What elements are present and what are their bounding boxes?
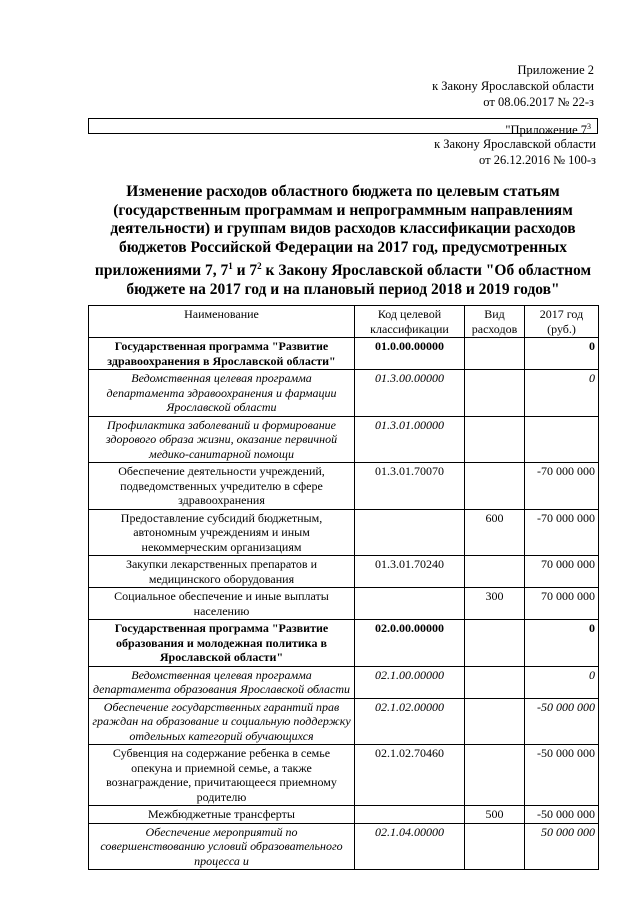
cell-amount: -50 000 000: [525, 745, 599, 806]
title-sup: 2: [257, 261, 262, 271]
annex-line: к Закону Ярославской области: [432, 79, 594, 93]
cell-code: [355, 509, 465, 556]
table-row: [89, 338, 599, 370]
cell-code: 01.3.01.70070: [355, 463, 465, 510]
cell-kind: [465, 745, 525, 806]
title-part: к Закону Ярославской области "Об областном бюджете на 2017 год и на плановый период 2018 и 2019 годов": [126, 262, 592, 298]
table-row: [89, 416, 599, 463]
table-row: [89, 666, 599, 698]
cell-kind: [465, 698, 525, 745]
cell-kind: [465, 823, 525, 870]
cell-amount: 0: [525, 370, 599, 417]
table-row: [89, 745, 599, 806]
cell-name: Обеспечение мероприятий по совершенствованию условий образовательного процесса и: [89, 823, 355, 870]
title-part: Изменение расходов областного бюджета по целевым статьям (государственным программам и непрограммным направлениям деятельности) и группам видов расходов классификации расходов бюджетов Российской Федерации на 2017 год, предусмотренных приложениями 7, 7: [94, 183, 576, 280]
title-sup: 1: [228, 261, 233, 271]
cell-kind: 500: [465, 806, 525, 824]
header-amount: 2017 год (руб.): [525, 306, 599, 338]
cell-name: Межбюджетные трансферты: [89, 806, 355, 824]
cell-amount: -70 000 000: [525, 463, 599, 510]
budget-table: [88, 305, 599, 870]
annex-line: от 26.12.2016 № 100-з: [479, 153, 596, 167]
annex-line: от 08.06.2017 № 22-з: [483, 95, 594, 109]
table-row: [89, 463, 599, 510]
cell-name: Ведомственная целевая программа департамента образования Ярославской области: [89, 666, 355, 698]
cell-amount: 0: [525, 620, 599, 667]
cell-amount: 70 000 000: [525, 556, 599, 588]
cell-code: 02.1.04.00000: [355, 823, 465, 870]
cell-code: 01.3.00.00000: [355, 370, 465, 417]
cell-amount: -50 000 000: [525, 806, 599, 824]
cell-amount: 70 000 000: [525, 588, 599, 620]
table-row: [89, 509, 599, 556]
cell-code: [355, 806, 465, 824]
annex-box-sup: 3: [587, 122, 591, 131]
table-body: [89, 338, 599, 870]
cell-name: Государственная программа "Развитие здравоохранения в Ярославской области": [89, 338, 355, 370]
annex-line: к Закону Ярославской области: [434, 137, 596, 151]
cell-name: Ведомственная целевая программа департамента здравоохранения и фармации Ярославской области: [89, 370, 355, 417]
annex-box: [88, 118, 598, 138]
cell-kind: 600: [465, 509, 525, 556]
cell-kind: [465, 666, 525, 698]
cell-name: Закупки лекарственных препаратов и медицинского оборудования: [89, 556, 355, 588]
cell-kind: [465, 338, 525, 370]
cell-name: Профилактика заболеваний и формирование здорового образа жизни, оказание первичной медико-санитарной помощи: [89, 416, 355, 463]
cell-amount: 0: [525, 338, 599, 370]
title-part: и 7: [232, 262, 258, 280]
cell-kind: [465, 463, 525, 510]
table-row: [89, 370, 599, 417]
table-row: [89, 698, 599, 745]
cell-code: 02.0.00.00000: [355, 620, 465, 667]
cell-amount: 0: [525, 666, 599, 698]
cell-amount: -70 000 000: [525, 509, 599, 556]
table-row: [89, 556, 599, 588]
cell-code: 01.3.01.70240: [355, 556, 465, 588]
annex-box-text: "Приложение 7: [505, 123, 587, 138]
cell-code: [355, 588, 465, 620]
table-row: [89, 806, 599, 824]
table-header-row: [89, 306, 599, 338]
header-kind: Вид расходов: [465, 306, 525, 338]
cell-kind: [465, 620, 525, 667]
annex-reference-sub: [296, 136, 596, 168]
table-row: [89, 620, 599, 667]
cell-name: Обеспечение деятельности учреждений, подведомственных учредителю в сфере здравоохранения: [89, 463, 355, 510]
annex-line: Приложение 2: [517, 63, 594, 77]
cell-amount: 50 000 000: [525, 823, 599, 870]
cell-kind: [465, 416, 525, 463]
cell-kind: 300: [465, 588, 525, 620]
document-title: [88, 183, 598, 299]
cell-name: Субвенция на содержание ребенка в семье опекуна и приемной семье, а также вознаграждение, причитающееся приемному родителю: [89, 745, 355, 806]
cell-code: 02.1.02.00000: [355, 698, 465, 745]
header-name: Наименование: [89, 306, 355, 338]
cell-code: 01.0.00.00000: [355, 338, 465, 370]
cell-name: Государственная программа "Развитие образования и молодежная политика в Ярославской области": [89, 620, 355, 667]
cell-name: Социальное обеспечение и иные выплаты населению: [89, 588, 355, 620]
annex-reference-top: [334, 62, 594, 110]
cell-kind: [465, 370, 525, 417]
table-row: [89, 588, 599, 620]
cell-amount: [525, 416, 599, 463]
cell-code: 02.1.00.00000: [355, 666, 465, 698]
cell-code: 01.3.01.00000: [355, 416, 465, 463]
table-row: [89, 823, 599, 870]
cell-name: Предоставление субсидий бюджетным, автономным учреждениям и иным некоммерческим организациям: [89, 509, 355, 556]
header-code: Код целевой классификации: [355, 306, 465, 338]
cell-name: Обеспечение государственных гарантий прав граждан на образование и социальную поддержку отдельных категорий обучающихся: [89, 698, 355, 745]
cell-amount: -50 000 000: [525, 698, 599, 745]
cell-kind: [465, 556, 525, 588]
cell-code: 02.1.02.70460: [355, 745, 465, 806]
